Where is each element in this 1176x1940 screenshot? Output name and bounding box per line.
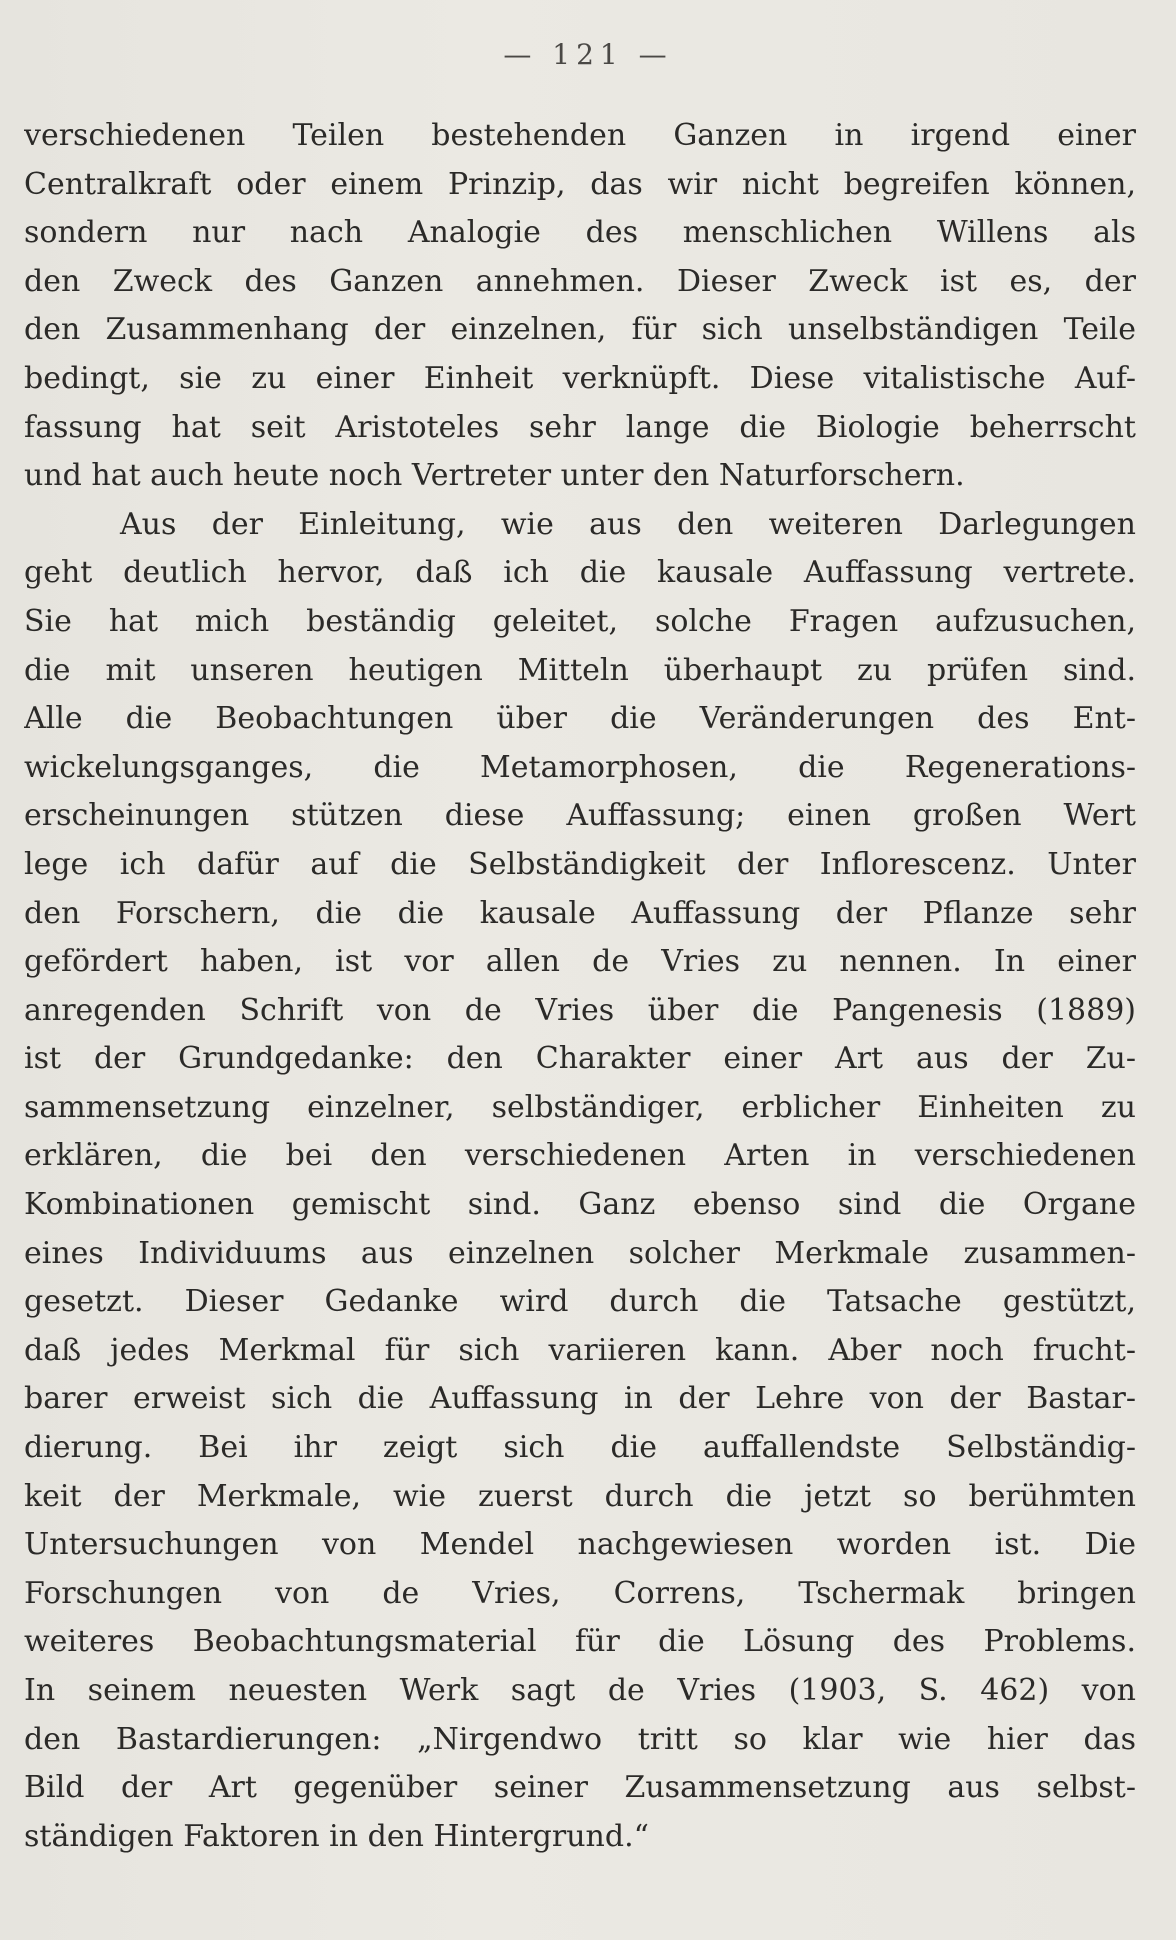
text-line: wickelungsganges, die Metamorphosen, die Regenerations- xyxy=(24,749,1136,785)
text-line: daß jedes Merkmal für sich variieren kann. Aber noch frucht- xyxy=(24,1332,1136,1368)
text-line: gesetzt. Dieser Gedanke wird durch die Tatsache gestützt, xyxy=(24,1284,1136,1320)
text-line: dierung. Bei ihr zeigt sich die auffallendste Selbständig- xyxy=(24,1430,1136,1466)
text-line: geht deutlich hervor, daß ich die kausale Auffassung vertrete. xyxy=(24,555,1136,591)
text-line: den Zweck des Ganzen annehmen. Dieser Zweck ist es, der xyxy=(24,263,1136,299)
text-line: den Forschern, die die kausale Auffassung der Pflanze sehr xyxy=(24,895,1136,931)
text-line: und hat auch heute noch Vertreter unter den Naturforschern. xyxy=(24,458,965,494)
text-line: keit der Merkmale, wie zuerst durch die jetzt so berühmten xyxy=(24,1478,1136,1514)
text-line: ständigen Faktoren in den Hintergrund.“ xyxy=(24,1818,649,1854)
text-line: In seinem neuesten Werk sagt de Vries (1903, S. 462) von xyxy=(24,1673,1136,1708)
text-line: erklären, die bei den verschiedenen Arten in verschiedenen xyxy=(24,1138,1136,1174)
text-line: Bild der Art gegenüber seiner Zusammensetzung aus selbst- xyxy=(24,1770,1136,1806)
text-line: eines Individuums aus einzelnen solcher Merkmale zusammen- xyxy=(24,1235,1136,1271)
text-line: Sie hat mich beständig geleitet, solche Fragen aufzusuchen, xyxy=(24,603,1136,639)
text-line: Aus der Einleitung, wie aus den weiteren Darlegungen xyxy=(120,506,1136,542)
text-line: Untersuchungen von Mendel nachgewiesen worden ist. Die xyxy=(24,1527,1136,1563)
text-line: Centralkraft oder einem Prinzip, das wir nicht begreifen können, xyxy=(24,166,1136,202)
text-line: den Bastardierungen: „Nirgendwo tritt so klar wie hier das xyxy=(24,1721,1136,1757)
text-line: anregenden Schrift von de Vries über die Pangenesis (1889) xyxy=(24,992,1136,1028)
text-line: den Zusammenhang der einzelnen, für sich unselbständigen Teile xyxy=(24,312,1136,348)
body-text xyxy=(24,112,1136,1861)
page-number: — 121 — xyxy=(503,38,673,71)
text-line: lege ich dafür auf die Selbständigkeit der Inflorescenz. Unter xyxy=(24,846,1136,882)
text-line: erscheinungen stützen diese Auffassung; einen großen Wert xyxy=(24,798,1136,834)
text-line: verschiedenen Teilen bestehenden Ganzen in irgend einer xyxy=(24,118,1136,153)
text-line: bedingt, sie zu einer Einheit verknüpft. Diese vitalistische Auf- xyxy=(24,360,1136,396)
text-line: ist der Grundgedanke: den Charakter einer Art aus der Zu- xyxy=(24,1041,1136,1077)
text-line: gefördert haben, ist vor allen de Vries zu nennen. In einer xyxy=(24,944,1136,980)
text-line: weiteres Beobachtungsmaterial für die Lösung des Problems. xyxy=(24,1624,1136,1660)
text-line: die mit unseren heutigen Mitteln überhaupt zu prüfen sind. xyxy=(24,652,1136,688)
text-line: fassung hat seit Aristoteles sehr lange die Biologie beherrscht xyxy=(24,409,1136,445)
text-line: Alle die Beobachtungen über die Veränderungen des Ent- xyxy=(24,701,1136,737)
text-line: Kombinationen gemischt sind. Ganz ebenso sind die Organe xyxy=(24,1187,1136,1223)
text-line: sammensetzung einzelner, selbständiger, erblicher Einheiten zu xyxy=(24,1089,1136,1125)
text-line: barer erweist sich die Auffassung in der Lehre von der Bastar- xyxy=(24,1381,1136,1417)
text-line: sondern nur nach Analogie des menschlichen Willens als xyxy=(24,215,1136,251)
text-line: Forschungen von de Vries, Correns, Tschermak bringen xyxy=(24,1575,1136,1611)
